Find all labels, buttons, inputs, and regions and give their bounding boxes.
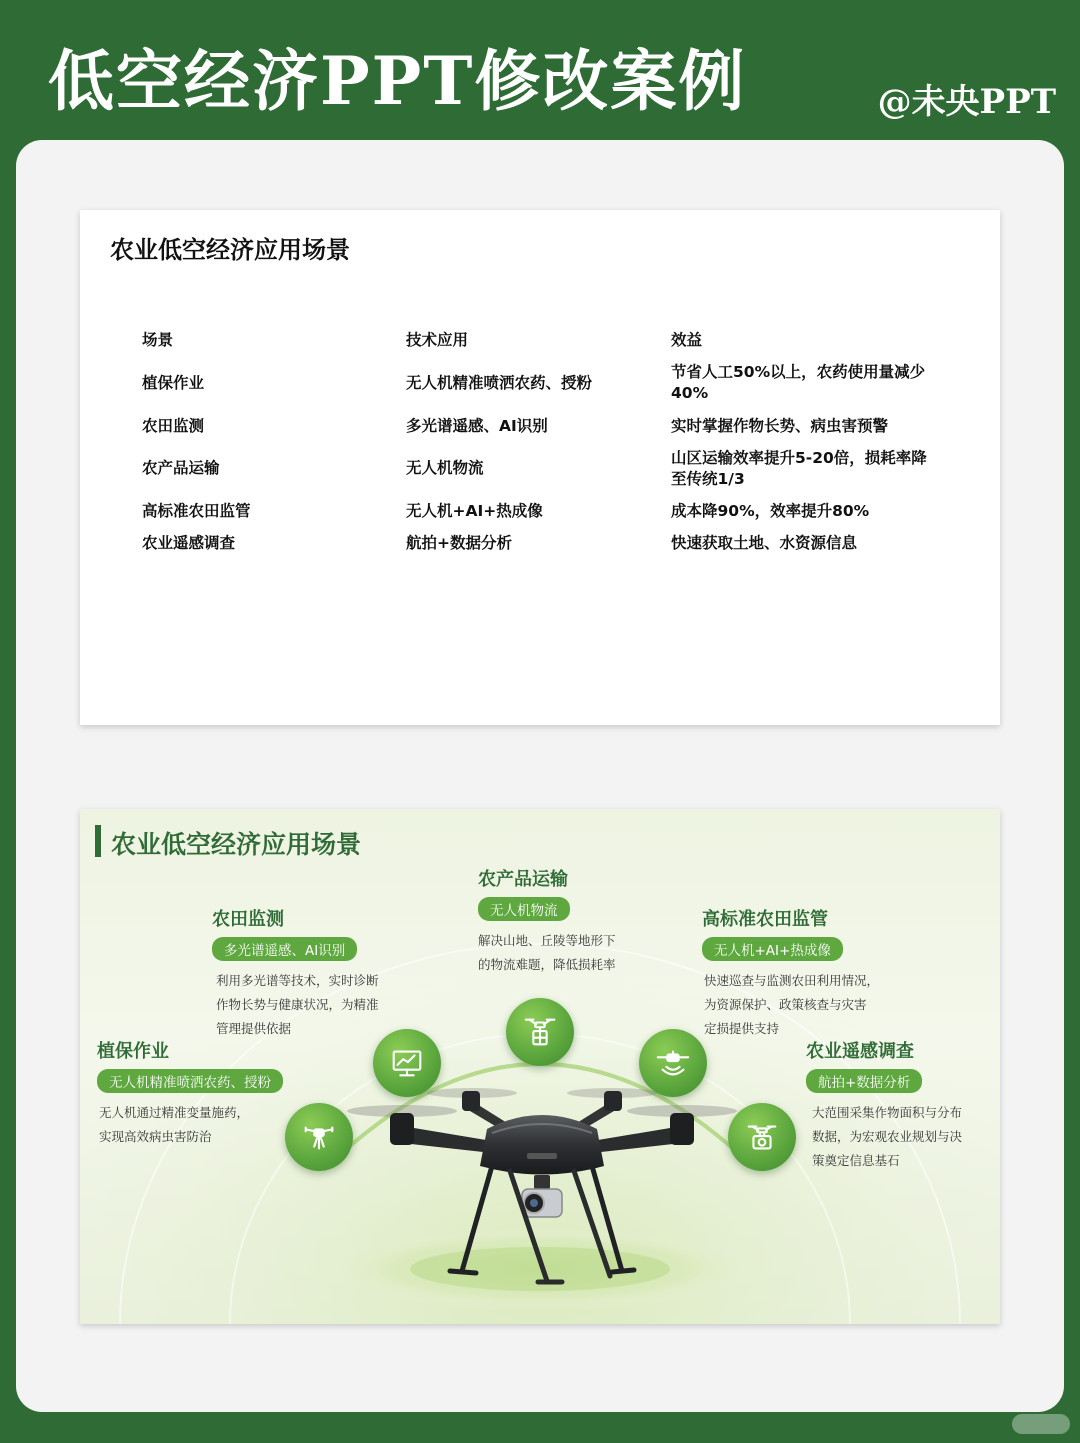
feature-tag: 无人机精准喷洒农药、授粉 [97, 1069, 283, 1093]
header-title: 低空经济PPT修改案例 [48, 42, 747, 120]
benefit-cell: 节省人工50%以上，农药使用量减少40% [671, 363, 926, 402]
desc-line: 为资源保护、政策核查与灾害 [704, 997, 867, 1012]
feature-tag: 航拍+数据分析 [806, 1069, 922, 1093]
feature-desc [99, 1101, 283, 1149]
feature-desc [812, 1101, 962, 1173]
slide-after-title: 农业低空经济应用场景 [111, 830, 362, 859]
feature-plant [97, 1037, 283, 1149]
tech-cell: 无人机精准喷洒农药、授粉 [406, 374, 593, 392]
slide-before-title: 农业低空经济应用场景 [110, 236, 350, 264]
tech-cell: 无人机物流 [406, 459, 484, 477]
benefit-cell: 实时掌握作物长势、病虫害预警 [671, 417, 889, 435]
feature-desc [704, 969, 879, 1041]
desc-line: 大范围采集作物面积与分布 [812, 1105, 963, 1120]
feature-desc [216, 969, 379, 1041]
desc-line: 的物流难题，降低损耗率 [478, 957, 616, 972]
scene-cell: 高标准农田监管 [142, 502, 251, 520]
desc-line: 无人机通过精准变量施药， [99, 1105, 250, 1120]
header-handle: @未央PPT [877, 82, 1056, 122]
desc-line: 策奠定信息基石 [812, 1153, 900, 1168]
feature-transport [478, 865, 616, 977]
desc-line: 解决山地、丘陵等地形下 [478, 933, 616, 948]
feature-title: 农田监测 [212, 909, 284, 930]
column-header-scene: 场景 [142, 331, 174, 349]
feature-title: 植保作业 [97, 1041, 169, 1062]
feature-desc [478, 929, 616, 977]
benefit-cell: 成本降90%，效率提升80% [671, 502, 870, 520]
slide-before [80, 210, 1000, 725]
feature-title: 高标准农田监管 [702, 909, 828, 930]
column-header-benefit: 效益 [671, 331, 703, 349]
desc-line: 利用多光谱等技术，实时诊断 [216, 973, 379, 988]
feature-supervise [702, 905, 879, 1041]
feature-title: 农产品运输 [478, 869, 568, 890]
feature-tag: 多光谱遥感、AI识别 [212, 937, 357, 961]
feature-survey [806, 1037, 962, 1173]
tech-cell: 多光谱遥感、AI识别 [406, 417, 548, 435]
tech-cell: 无人机+AI+热成像 [406, 502, 543, 520]
scene-cell: 农业遥感调查 [142, 534, 236, 552]
title-accent-bar [95, 825, 101, 857]
desc-line: 数据，为宏观农业规划与决 [812, 1129, 963, 1144]
tech-cell: 航拍+数据分析 [406, 534, 512, 552]
feature-tag: 无人机+AI+热成像 [702, 937, 843, 961]
desc-line: 定损提供支持 [704, 1021, 780, 1036]
scene-cell: 农产品运输 [142, 459, 220, 477]
benefit-cell: 山区运输效率提升5-20倍，损耗率降至传统1/3 [671, 449, 927, 488]
watermark-badge [1012, 1414, 1070, 1434]
delivery-drone-icon [506, 998, 574, 1066]
scene-cell: 农田监测 [142, 417, 205, 435]
benefit-cell: 快速获取土地、水资源信息 [671, 534, 858, 552]
slide-after [80, 809, 1000, 1324]
column-header-tech: 技术应用 [406, 331, 469, 349]
feature-tag: 无人机物流 [478, 897, 570, 921]
desc-line: 作物长势与健康状况，为精准 [216, 997, 379, 1012]
desc-line: 快速巡查与监测农田利用情况， [704, 973, 880, 988]
desc-line: 实现高效病虫害防治 [99, 1129, 212, 1144]
drone-illustration [342, 1071, 742, 1291]
desc-line: 管理提供依据 [216, 1021, 292, 1036]
feature-monitor [212, 905, 379, 1041]
feature-title: 农业遥感调查 [806, 1041, 914, 1062]
scene-cell: 植保作业 [142, 374, 205, 392]
